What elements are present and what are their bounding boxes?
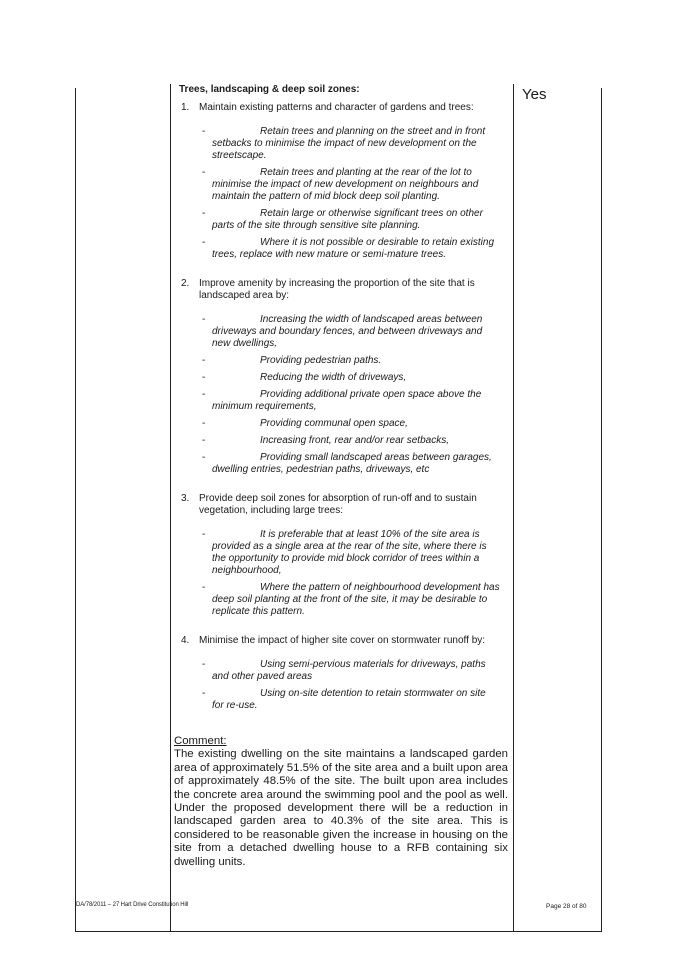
dash-bullet: - (202, 208, 206, 219)
subitem-text: Retain large or otherwise significant trees on other parts of the site through sensitive site planning. (212, 208, 483, 231)
requirements-cell (174, 84, 508, 869)
table-border-bottom (75, 931, 602, 932)
subitem-text: Retain trees and planning on the street and in front setbacks to minimise the impact of new development on the streetscape. (212, 126, 486, 161)
requirements-list (174, 102, 508, 729)
dash-bullet: - (202, 435, 206, 446)
subitem-text: Reducing the width of driveways, (260, 372, 407, 383)
subitem (202, 167, 500, 203)
table-border-right (601, 88, 602, 932)
subitem (202, 237, 500, 261)
dash-bullet: - (202, 126, 206, 137)
subitem-text: Increasing front, rear and/or rear setbacks, (260, 435, 449, 446)
dash-bullet: - (202, 418, 206, 429)
subitem (202, 355, 500, 367)
comment-text: The existing dwelling on the site maintains a landscaped garden area of approximately 51.5% of the site area and a built upon area of approximately 48.5% of the site. The built upon area includes the concrete area around the swimming pool and the pool as well. Under the proposed development there will be a reduction in landscaped garden area to 40.3% of the site area. This is considered to be reasonable given the increase in housing on the site from a detached dwelling house to a RFB containing six dwelling units. (174, 748, 508, 868)
compliance-value: Yes (522, 86, 547, 103)
dash-bullet: - (202, 355, 206, 366)
item-text: Improve amenity by increasing the proportion of the site that is landscaped area by: (199, 278, 475, 301)
subitem (202, 418, 500, 430)
requirement-item (174, 635, 508, 729)
item-number: 4. (181, 635, 190, 646)
section-heading: Trees, landscaping & deep soil zones: (179, 84, 360, 95)
subitem-text: Providing additional private open space above the minimum requirements, (212, 389, 482, 412)
item-text: Provide deep soil zones for absorption of run-off and to sustain vegetation, including large trees: (199, 493, 477, 516)
subitem-text: Where it is not possible or desirable to retain existing trees, replace with new mature or semi-mature trees. (212, 237, 495, 260)
page-number: Page 28 of 80 (546, 903, 587, 910)
item-text: Maintain existing patterns and character of gardens and trees: (199, 102, 474, 113)
subitem-text: Using semi-pervious materials for driveways, paths and other paved areas (212, 659, 486, 682)
dash-bullet: - (202, 237, 206, 248)
dash-bullet: - (202, 452, 206, 463)
dash-bullet: - (202, 389, 206, 400)
dash-bullet: - (202, 314, 206, 325)
subitem-list (174, 659, 508, 729)
subitem (202, 314, 500, 350)
dash-bullet: - (202, 372, 206, 383)
subitem (202, 208, 500, 232)
subitem (202, 372, 500, 384)
item-number: 3. (181, 493, 190, 504)
item-number: 2. (181, 278, 190, 289)
subitem (202, 582, 500, 618)
subitem-list (174, 126, 508, 278)
column-divider-content (170, 84, 171, 932)
subitem (202, 435, 500, 447)
subitem-text: Where the pattern of neighbourhood development has deep soil planting at the front of the site, it may be desirable to replicate this pattern. (212, 582, 500, 617)
dash-bullet: - (202, 582, 206, 593)
subitem (202, 529, 500, 577)
subitem-text: Providing small landscaped areas between garages, dwelling entries, pedestrian paths, driveways, etc (212, 452, 492, 475)
comment-block (174, 735, 508, 869)
subitem-text: Retain trees and planting at the rear of the lot to minimise the impact of new development on neighbours and maintain the pattern of mid block deep soil planting. (212, 167, 479, 202)
subitem (202, 688, 500, 712)
subitem-text: Providing pedestrian paths. (260, 355, 382, 366)
requirement-item (174, 493, 508, 635)
subitem-list (174, 314, 508, 493)
subitem (202, 126, 500, 162)
subitem-list (174, 529, 508, 635)
footer-reference: DA/78/2011 – 27 Hart Drive Constitution Hill (76, 902, 189, 908)
column-divider-compliance (513, 84, 514, 932)
comment-label: Comment: (174, 735, 227, 747)
table-border-left (75, 88, 76, 932)
requirement-item (174, 278, 508, 493)
dash-bullet: - (202, 659, 206, 670)
dash-bullet: - (202, 167, 206, 178)
subitem-text: Increasing the width of landscaped areas between driveways and boundary fences, and between driveways and new dwellings, (212, 314, 483, 349)
requirement-item (174, 102, 508, 278)
subitem (202, 452, 500, 476)
subitem-text: It is preferable that at least 10% of the site area is provided as a single area at the rear of the site, where there is the opportunity to provide mid block corridor of trees within a neighbourhood, (212, 529, 487, 576)
subitem-text: Using on-site detention to retain stormwater on site for re-use. (212, 688, 486, 711)
subitem-text: Providing communal open space, (260, 418, 408, 429)
item-text: Minimise the impact of higher site cover on stormwater runoff by: (199, 635, 486, 646)
dash-bullet: - (202, 688, 206, 699)
subitem (202, 659, 500, 683)
item-number: 1. (181, 102, 190, 113)
subitem (202, 389, 500, 413)
dash-bullet: - (202, 529, 206, 540)
